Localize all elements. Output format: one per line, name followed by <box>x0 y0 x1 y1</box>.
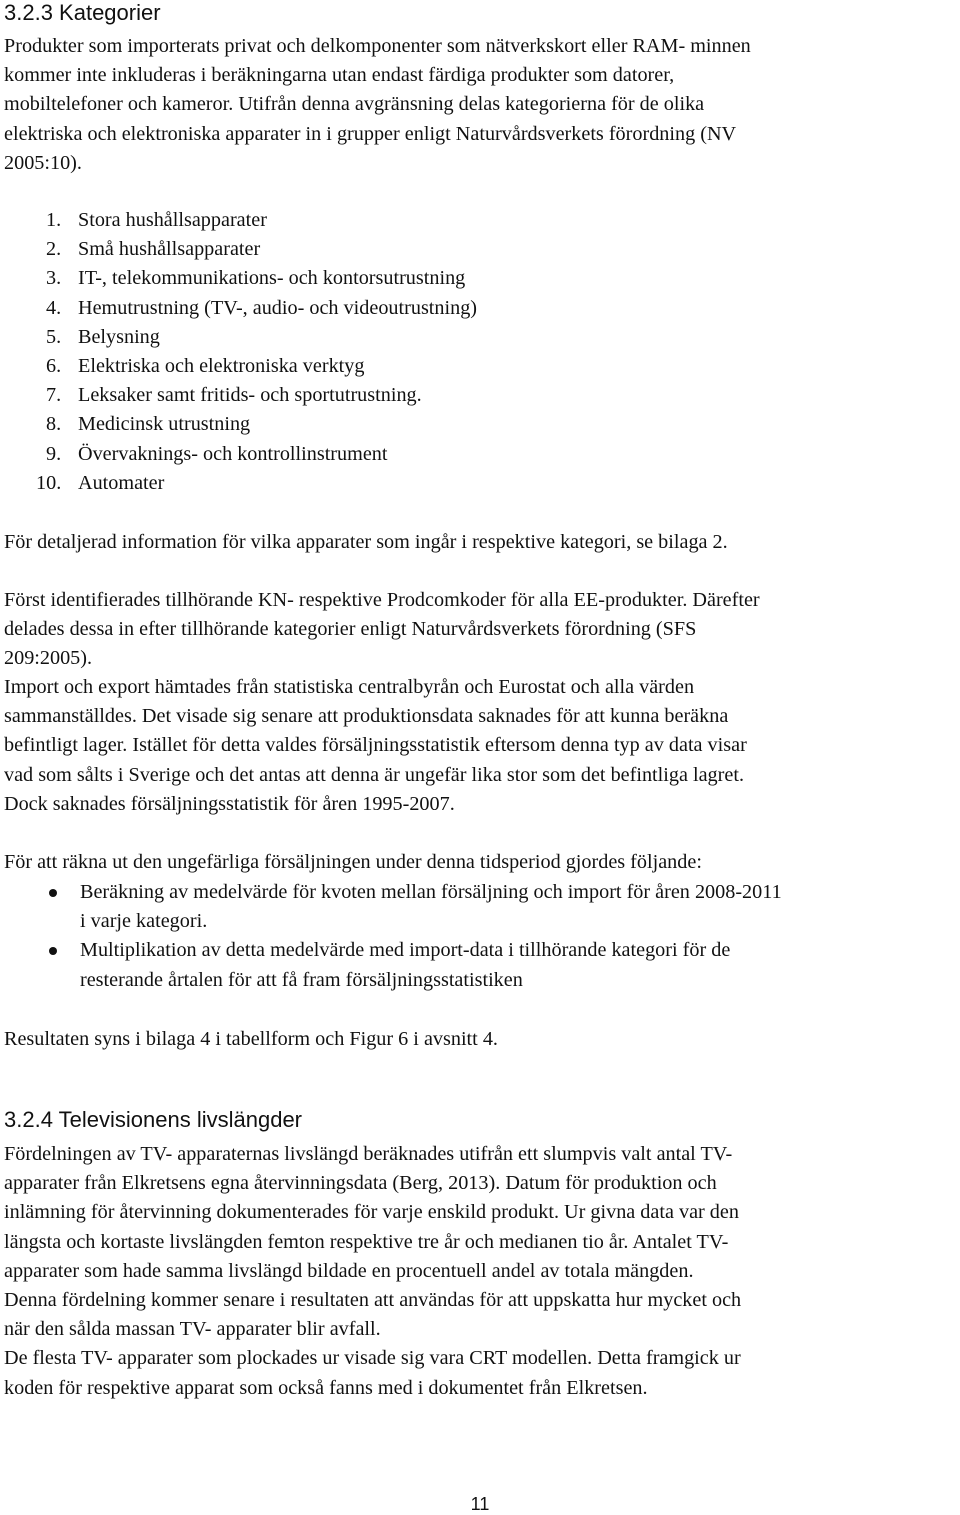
text-line: apparater som hade samma livslängd bildade en procentuell andel av totala mängden. <box>4 1259 694 1282</box>
text-line: när den sålda massan TV- apparater blir avfall. <box>4 1318 381 1341</box>
list-item: 10. Automater <box>36 471 165 494</box>
list-item: 5. Belysning <box>46 325 160 348</box>
text-line: Först identifierades tillhörande KN- respektive Prodcomkoder för alla EE-produkter. Därefter <box>4 589 760 611</box>
list-item: 8. Medicinsk utrustning <box>46 413 251 436</box>
text-line: befintligt lager. Istället för detta valdes försäljningsstatistik eftersom denna typ av data visar <box>4 734 747 757</box>
list-item: Beräkning av medelvärde för kvoten mellan försäljning och import för åren 2008-2011 i varje kategori. <box>4 878 956 936</box>
list-item: 4. Hemutrustning (TV-, audio- och videoutrustning) <box>46 296 478 319</box>
text-line: Import och export hämtades från statistiska centralbyrån och Eurostat och alla värden <box>4 676 695 698</box>
paragraph-import <box>4 673 956 819</box>
text-line: Produkter som importerats privat och delkomponenter som nätverkskort eller RAM- minnen <box>4 35 751 57</box>
section-heading-3-2-4: 3.2.4 Televisionens livslängder <box>4 1107 302 1132</box>
category-list <box>36 206 478 498</box>
list-item: 3. IT-, telekommunikations- och kontorsutrustning <box>46 267 466 290</box>
text-line: delades dessa in efter tillhörande kategorier enligt Naturvårdsverkets förordning (SFS <box>4 618 697 641</box>
text-line: elektriska och elektroniska apparater in i grupper enligt Naturvårdsverkets förordning (NV <box>4 122 737 145</box>
list-item: 1. Stora hushållsapparater <box>46 209 267 231</box>
text-line: sammanställdes. Det visade sig senare att produktionsdata saknades för att kunna beräkna <box>4 705 729 728</box>
text-line: Dock saknades försäljningsstatistik för åren 1995-2007. <box>4 792 455 815</box>
text-line: 209:2005). <box>4 647 93 670</box>
text-line: vad som sålts i Sverige och det antas att denna är ungefär lika stor som det befintliga lagret. <box>4 763 744 786</box>
intro-paragraph <box>4 32 956 178</box>
text-line: Denna fördelning kommer senare i resultaten att användas för att uppskatta hur mycket och <box>4 1289 742 1312</box>
text-line: inlämning för återvinning dokumenterades för varje enskild produkt. Ur givna data var den <box>4 1201 739 1224</box>
bullet-icon <box>49 947 57 955</box>
page-number: 11 <box>470 1494 490 1514</box>
detail-note: För detaljerad information för vilka apparater som ingår i respektive kategori, se bilaga 2. <box>4 531 728 553</box>
list-item: Multiplikation av detta medelvärde med import-data i tillhörande kategori för de resterande årtalen för att få fram försäljningsstatistiken <box>4 936 956 994</box>
text-line: 2005:10). <box>4 151 82 174</box>
text-line: mobiltelefoner och kameror. Utifrån denna avgränsning delas kategorierna för de olika <box>4 93 705 116</box>
text-line: De flesta TV- apparater som plockades ur visade sig vara CRT modellen. Detta framgick ur <box>4 1347 741 1370</box>
text-line: koden för respektive apparat som också fanns med i dokumentet från Elkretsen. <box>4 1376 648 1399</box>
text-line: längsta och kortaste livslängden femton respektive tre år och medianen tio år. Antalet TV- <box>4 1230 729 1253</box>
list-item: 6. Elektriska och elektroniska verktyg <box>46 355 365 378</box>
paragraph-kn-codes <box>4 586 956 674</box>
text-line: kommer inte inkluderas i beräkningarna utan endast färdiga produkter som datorer, <box>4 64 675 87</box>
bullet-list <box>4 878 956 995</box>
list-item: 9. Övervaknings- och kontrollinstrument <box>46 442 388 465</box>
results-note: Resultaten syns i bilaga 4 i tabellform och Figur 6 i avsnitt 4. <box>4 1028 498 1050</box>
paragraph-tv-lifetime <box>4 1140 956 1403</box>
text-line: Fördelningen av TV- apparaternas livslängd beräknades utifrån ett slumpvis valt antal TV- <box>4 1143 733 1165</box>
list-item: 7. Leksaker samt fritids- och sportutrustning. <box>46 384 422 407</box>
section-heading-3-2-3: 3.2.3 Kategorier <box>4 0 161 25</box>
bullet-icon <box>49 889 57 897</box>
text-line: apparater från Elkretsens egna återvinningsdata (Berg, 2013). Datum för produktion och <box>4 1172 717 1195</box>
list-item: 2. Små hushållsapparater <box>46 238 261 261</box>
paragraph-calc-intro: För att räkna ut den ungefärliga försäljningen under denna tidsperiod gjordes följande: <box>4 851 702 873</box>
